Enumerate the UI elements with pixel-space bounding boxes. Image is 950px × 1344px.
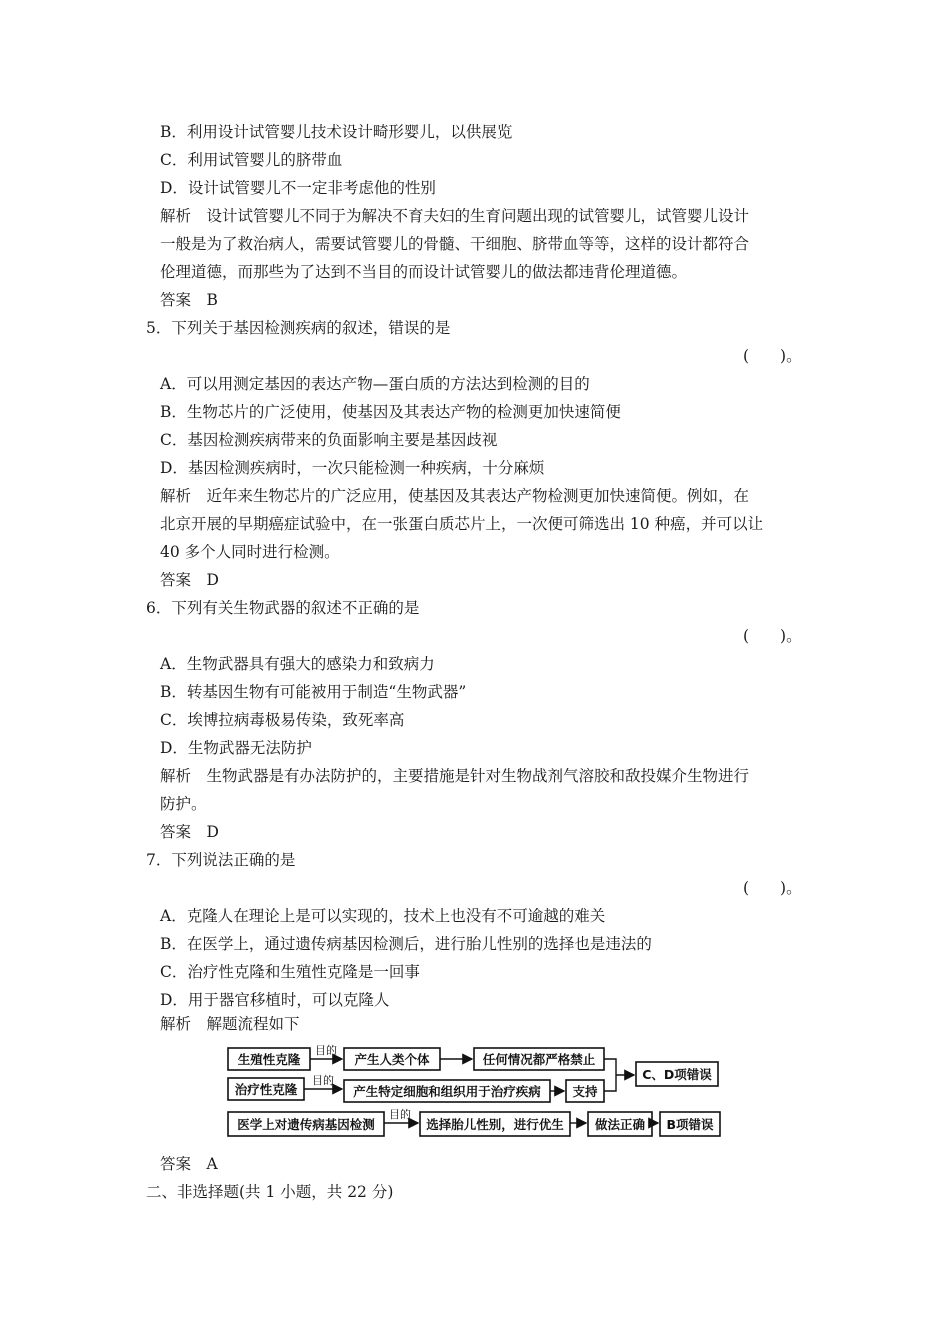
q7-option-c: C．治疗性克隆和生殖性克隆是一回事: [160, 963, 420, 981]
q4-option-d: D．设计试管婴儿不一定非考虑他的性别: [160, 179, 436, 197]
q5-option-b: B．生物芯片的广泛使用，使基因及其表达产物的检测更加快速简便: [160, 403, 621, 421]
q6-answer: 答案 D: [160, 823, 219, 841]
flow-text-8: 医学上对遗传病基因检测: [237, 1117, 375, 1132]
q5-answer: 答案 D: [160, 571, 219, 589]
q5-analysis-line3: 40 多个人同时进行检测。: [160, 543, 340, 561]
q5-paren: ( )。: [743, 347, 802, 365]
flow-text-6: 支持: [572, 1084, 598, 1099]
flow-text-4: 治疗性克隆: [234, 1082, 298, 1097]
q6-option-b: B．转基因生物有可能被用于制造“生物武器”: [160, 683, 467, 701]
q5-option-d: D．基因检测疾病时，一次只能检测一种疾病，十分麻烦: [160, 459, 545, 477]
flow-purpose-1: 目的: [315, 1044, 337, 1057]
q6-analysis-line2: 防护。: [160, 795, 207, 813]
flow-text-7: C、D项错误: [642, 1067, 712, 1082]
q5-analysis-line1: 解析 近年来生物芯片的广泛应用，使基因及其表达产物检测更加快速简便。例如，在: [160, 487, 750, 505]
flow-purpose-3: 目的: [389, 1108, 411, 1121]
q6-stem: 6．下列有关生物武器的叙述不正确的是: [146, 599, 420, 617]
flow-text-11: B项错误: [666, 1117, 714, 1132]
flow-text-1: 生殖性克隆: [237, 1052, 301, 1067]
section-2-heading: 二、非选择题(共 1 小题，共 22 分): [146, 1183, 394, 1201]
q7-option-a: A．克隆人在理论上是可以实现的，技术上也没有不可逾越的难关: [160, 907, 606, 925]
flow-text-10: 做法正确: [594, 1117, 646, 1132]
q7-option-d: D．用于器官移植时，可以克隆人: [160, 991, 390, 1009]
q4-option-c: C．利用试管婴儿的脐带血: [160, 151, 343, 169]
q7-answer: 答案 A: [160, 1155, 218, 1173]
q4-analysis-line2: 一般是为了救治病人，需要试管婴儿的骨髓、干细胞、脐带血等等，这样的设计都符合: [160, 235, 750, 253]
q7-option-b: B．在医学上，通过遗传病基因检测后，进行胎儿性别的选择也是违法的: [160, 935, 652, 953]
flow-text-2: 产生人类个体: [354, 1052, 430, 1067]
q6-analysis-line1: 解析 生物武器是有办法防护的，主要措施是针对生物战剂气溶胶和敌投媒介生物进行: [160, 767, 750, 785]
flow-text-5: 产生特定细胞和组织用于治疗疾病: [353, 1084, 541, 1099]
q5-analysis-line2: 北京开展的早期癌症试验中，在一张蛋白质芯片上，一次便可筛选出 10 种癌，并可以让: [160, 515, 764, 533]
q4-analysis-line1: 解析 设计试管婴儿不同于为解决不育夫妇的生育问题出现的试管婴儿，试管婴儿设计: [160, 207, 750, 225]
flow-text-9: 选择胎儿性别，进行优生: [426, 1117, 564, 1132]
q6-option-d: D．生物武器无法防护: [160, 739, 312, 757]
q4-answer: 答案 B: [160, 291, 218, 309]
q4-analysis-line3: 伦理道德，而那些为了达到不当目的而设计试管婴儿的做法都违背伦理道德。: [160, 263, 688, 281]
q7-analysis: 解析 解题流程如下: [160, 1015, 300, 1033]
q5-stem: 5．下列关于基因检测疾病的叙述，错误的是: [146, 319, 451, 337]
flow-bracket: [604, 1059, 616, 1091]
q6-option-c: C．埃博拉病毒极易传染，致死率高: [160, 711, 405, 729]
solution-flowchart: [226, 1042, 726, 1142]
q6-option-a: A．生物武器具有强大的感染力和致病力: [160, 655, 435, 673]
q7-paren: ( )。: [743, 879, 802, 897]
flow-text-3: 任何情况都严格禁止: [482, 1052, 596, 1067]
flow-purpose-2: 目的: [312, 1074, 334, 1087]
q6-paren: ( )。: [743, 627, 802, 645]
q5-option-c: C．基因检测疾病带来的负面影响主要是基因歧视: [160, 431, 498, 449]
q4-option-b: B．利用设计试管婴儿技术设计畸形婴儿，以供展览: [160, 123, 513, 141]
q5-option-a: A．可以用测定基因的表达产物—蛋白质的方法达到检测的目的: [160, 375, 590, 393]
q7-stem: 7．下列说法正确的是: [146, 851, 296, 869]
